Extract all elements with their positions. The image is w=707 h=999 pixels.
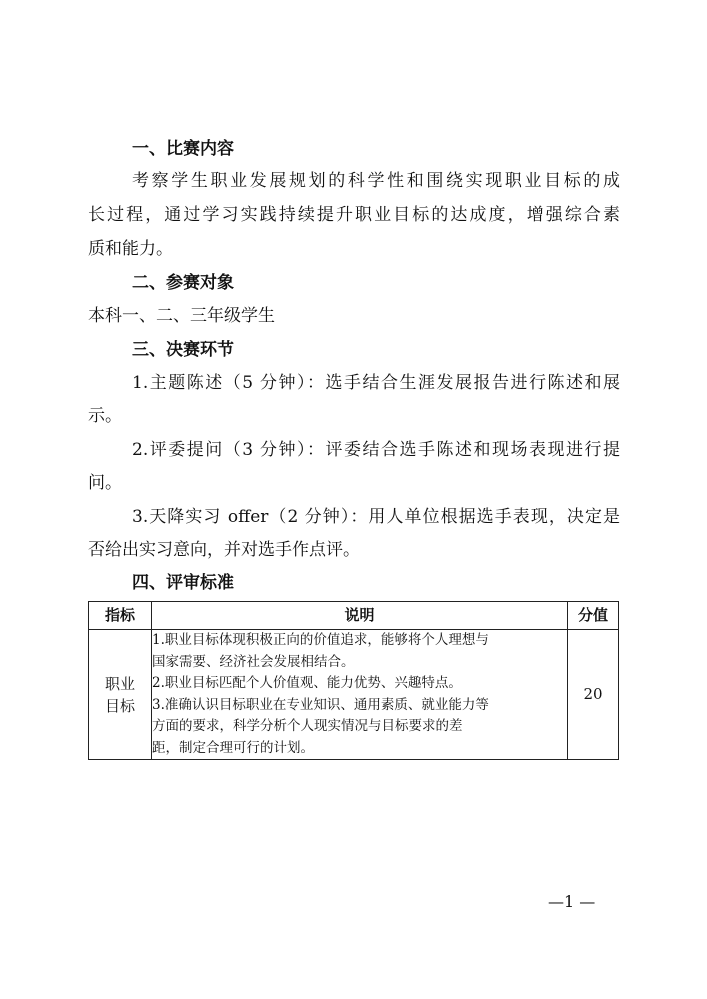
description-line: 2.职业目标匹配个人价值观、能力优势、兴趣特点。 [152,675,462,691]
section-heading-participants: 二、参赛对象 [132,273,234,293]
description-line: 1.职业目标体现积极正向的价值追求，能够将个人理想与 [152,632,489,648]
stage-item-line: 1.主题陈述（5 分钟）：选手结合生涯发展报告进行陈述和展 [132,373,620,393]
stage-item-line: 示。 [88,406,122,426]
paragraph-line: 质和能力。 [88,239,173,259]
section-heading-final-stage: 三、决赛环节 [132,340,234,360]
section-heading-content: 一、比赛内容 [132,139,234,159]
stage-item-line: 3.天降实习 offer（2 分钟）：用人单位根据选手表现，决定是 [132,507,620,527]
score-cell: 20 [568,630,619,760]
indicator-cell [89,630,152,760]
section-heading-criteria: 四、评审标准 [132,573,234,593]
stage-item-line: 2.评委提问（3 分钟）：评委结合选手陈述和现场表现进行提 [132,440,620,460]
criteria-table [88,601,619,760]
description-line: 国家需要、经济社会发展相结合。 [152,653,355,670]
stage-item-line: 否给出实习意向，并对选手作点评。 [88,540,360,560]
table-row [89,630,619,760]
page-number: —1 — [548,892,596,911]
paragraph-line: 考察学生职业发展规划的科学性和围绕实现职业目标的成 [132,171,620,191]
description-line: 方面的要求，科学分析个人现实情况与目标要求的差 [152,718,463,734]
header-indicator: 指标 [89,602,152,630]
description-cell [152,630,568,760]
header-score: 分值 [568,602,619,630]
participants-text: 本科一、二、三年级学生 [88,306,275,326]
paragraph-line: 长过程，通过学习实践持续提升职业目标的达成度，增强综合素 [88,205,620,225]
description-line: 距，制定合理可行的计划。 [152,739,314,756]
stage-item-line: 问。 [88,473,122,493]
table-header-row [89,602,619,630]
indicator-line: 目标 [104,696,135,715]
indicator-line: 职业 [104,674,135,693]
description-line: 3.准确认识目标职业在专业知识、通用素质、就业能力等 [152,696,489,713]
header-description: 说明 [152,602,568,630]
